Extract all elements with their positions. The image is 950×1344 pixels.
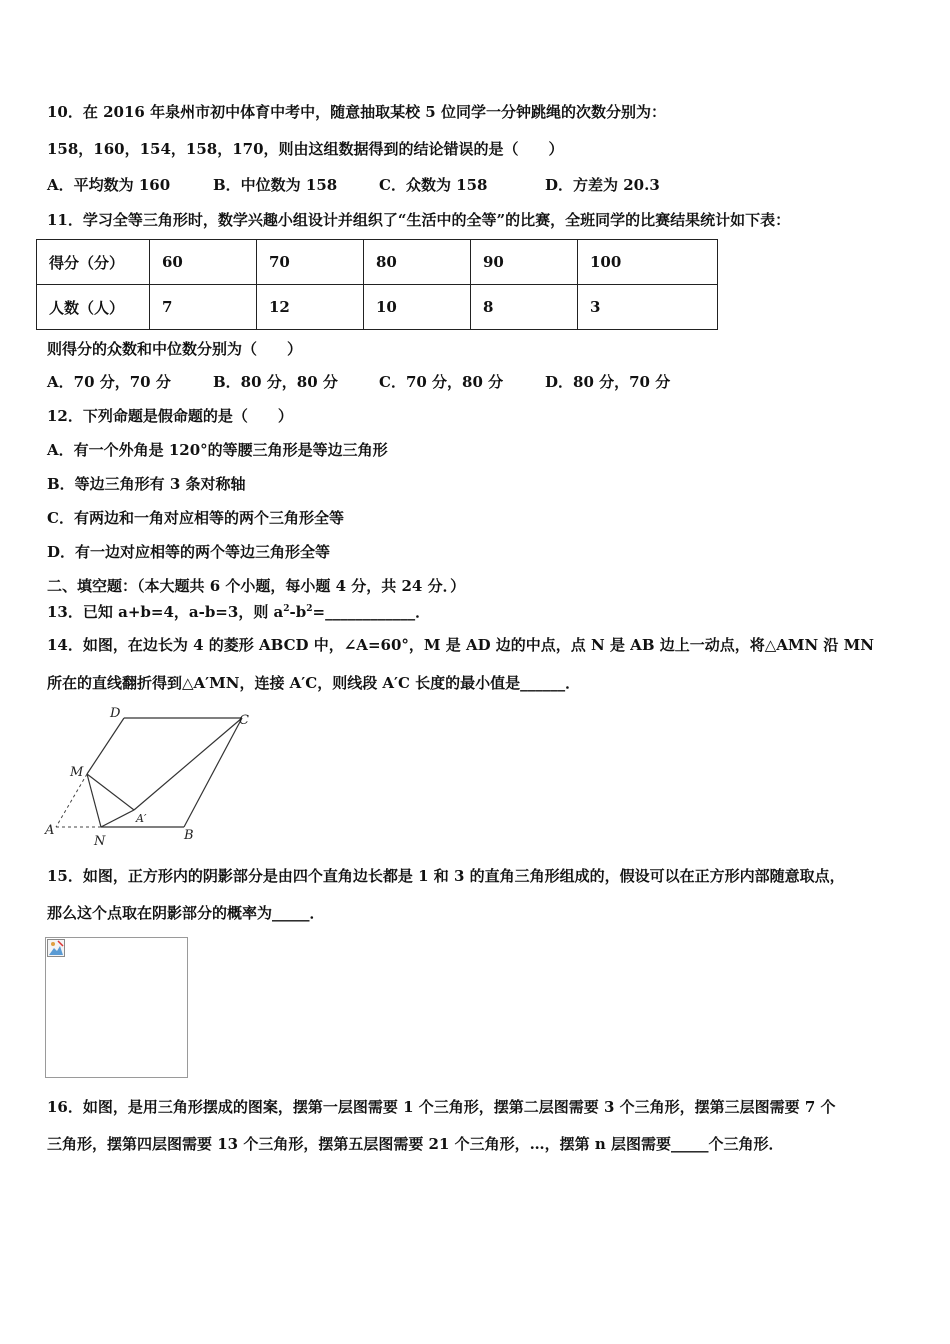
label-n: N <box>94 834 106 848</box>
q11-option-a: A．70 分，70 分 <box>47 373 171 391</box>
label-a: A <box>45 823 55 838</box>
segment-a-prime-c <box>134 718 242 810</box>
table-cell: 人数（人） <box>37 285 150 330</box>
table-cell: 7 <box>150 285 257 330</box>
q10-stem-line2: 158，160，154，158，170，则由这组数据得到的结论错误的是（ ） <box>47 140 564 158</box>
q11-option-c: C．70 分，80 分 <box>379 373 504 391</box>
q13-exponent-2: 2 <box>306 604 313 614</box>
q11-question: 则得分的众数和中位数分别为（ ） <box>47 340 303 358</box>
label-m: M <box>70 765 84 780</box>
q11-stem: 11．学习全等三角形时，数学兴趣小组设计并组织了“生活中的全等”的比赛，全班同学的比赛结果统计如下表： <box>47 211 791 229</box>
table-cell: 100 <box>578 240 718 285</box>
missing-image-placeholder <box>45 937 188 1078</box>
q10-options <box>47 175 660 195</box>
edge-mn <box>87 774 101 827</box>
q12-option-d: D．有一边对应相等的两个等边三角形全等 <box>47 543 331 561</box>
table-cell: 90 <box>471 240 578 285</box>
rhombus-figure <box>42 706 262 848</box>
q12-option-c: C．有两边和一角对应相等的两个三角形全等 <box>47 509 344 527</box>
table-cell: 70 <box>257 240 364 285</box>
label-d: D <box>110 706 121 721</box>
q10-option-c: C．众数为 158 <box>379 176 488 194</box>
edge-na-prime <box>101 810 134 827</box>
q12-option-a: A．有一个外角是 120°的等腰三角形是等边三角形 <box>47 441 388 459</box>
table-cell: 12 <box>257 285 364 330</box>
score-table <box>36 239 718 330</box>
q11-option-b: B．80 分，80 分 <box>213 373 338 391</box>
q11-options <box>47 372 670 392</box>
q13-mid: -b <box>289 603 307 621</box>
q10-stem-line1: 10．在 2016 年泉州市初中体育中考中，随意抽取某校 5 位同学一分钟跳绳的次数分别为： <box>47 103 666 121</box>
label-b: B <box>184 828 194 843</box>
q11-option-d: D．80 分，70 分 <box>545 373 671 391</box>
table-cell: 8 <box>471 285 578 330</box>
table-row <box>37 285 718 330</box>
edge-dm <box>87 718 124 774</box>
q15-stem-line2: 那么这个点取在阴影部分的概率为_____． <box>47 904 325 922</box>
q14-stem-line1: 14．如图，在边长为 4 的菱形 ABCD 中，∠A=60°，M 是 AD 边的中点，点 N 是 AB 边上一动点，将△AMN 沿 MN <box>47 636 874 654</box>
label-a-prime: A′ <box>136 812 147 825</box>
table-cell: 80 <box>364 240 471 285</box>
table-cell: 10 <box>364 285 471 330</box>
q14-stem-line2: 所在的直线翻折得到△A′MN，连接 A′C，则线段 A′C 长度的最小值是______． <box>47 674 581 692</box>
table-cell: 60 <box>150 240 257 285</box>
q13-stem <box>47 602 430 622</box>
table-row <box>37 240 718 285</box>
q16-stem-line1: 16．如图，是用三角形摆成的图案，摆第一层图需要 1 个三角形，摆第二层图需要 3 个三角形，摆第三层图需要 7 个 <box>47 1098 836 1116</box>
q12-stem: 12．下列命题是假命题的是（ ） <box>47 407 293 425</box>
q10-option-a: A．平均数为 160 <box>47 176 171 194</box>
q12-option-b: B．等边三角形有 3 条对称轴 <box>47 475 246 493</box>
q10-option-b: B．中位数为 158 <box>213 176 338 194</box>
table-cell: 3 <box>578 285 718 330</box>
dashed-am <box>56 774 87 827</box>
q13-exponent-1: 2 <box>283 604 290 614</box>
edge-ma-prime <box>87 774 134 810</box>
q13-suffix: =____________． <box>312 603 431 621</box>
broken-image-icon <box>47 939 65 957</box>
label-c: C <box>239 713 249 728</box>
q15-stem-line1: 15．如图，正方形内的阴影部分是由四个直角边长都是 1 和 3 的直角三角形组成的，假设可以在正方形内部随意取点， <box>47 867 845 885</box>
q13-prefix: 13．已知 a+b=4，a-b=3，则 a <box>47 603 284 621</box>
q10-option-d: D．方差为 20.3 <box>545 176 660 194</box>
table-cell: 得分（分） <box>37 240 150 285</box>
edge-cb <box>184 718 242 827</box>
section-heading: 二、填空题：（本大题共 6 个小题，每小题 4 分，共 24 分．） <box>47 577 466 595</box>
q16-stem-line2: 三角形，摆第四层图需要 13 个三角形，摆第五层图需要 21 个三角形，…，摆第 n 层图需要_____个三角形． <box>47 1135 784 1153</box>
